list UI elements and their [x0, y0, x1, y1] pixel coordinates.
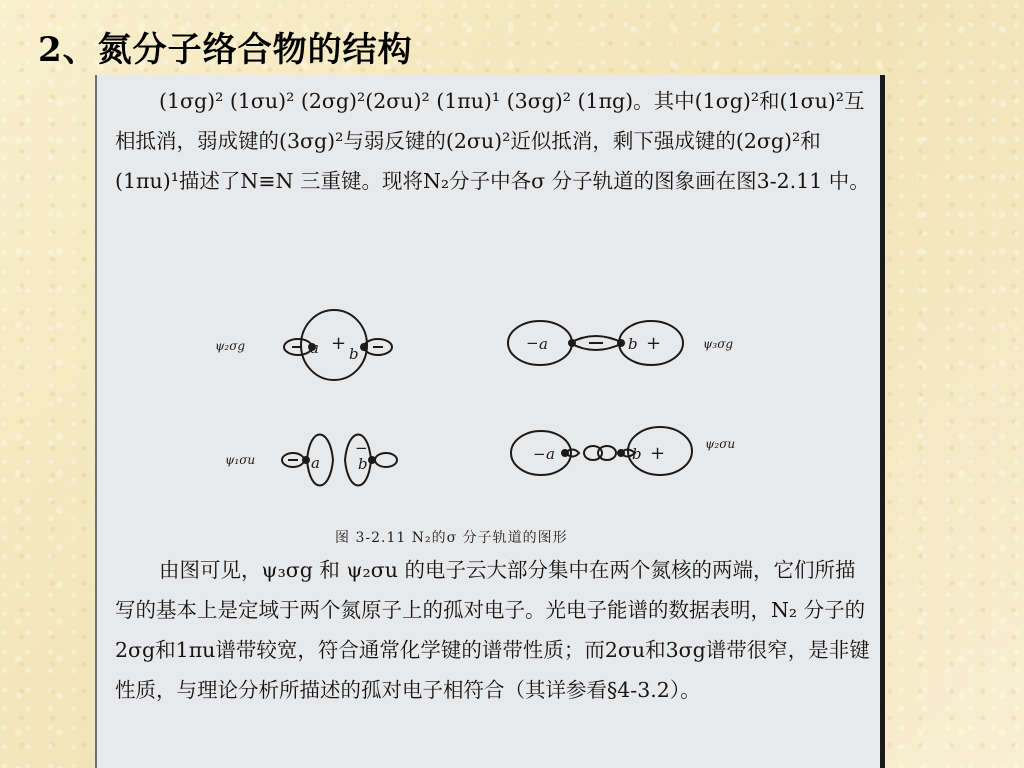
- orbital-1su: [282, 434, 397, 485]
- atom-a-label: a: [546, 445, 555, 463]
- sign-plus: +: [331, 333, 347, 354]
- paragraph-analysis: 由图可见，ψ₃σg 和 ψ₂σu 的电子云大部分集中在两个氮核的两端，它们所描写的基本上是定域于两个氮原子上的孤对电子。光电子能谱的数据表明，N₂ 分子的2σg和1πu谱带较宽，符合通常化学键的谱带性质；而2σu和3σg谱带很窄，是非键性质，与理论分析所描述的孤对电子相符合（其详参看§4-3.2）。: [115, 558, 870, 702]
- sign-minus: −: [526, 334, 539, 352]
- psi-2su-label: ψ₂σu: [705, 437, 736, 451]
- atom-a-label: a: [539, 335, 548, 353]
- atom-a-label: a: [311, 454, 320, 472]
- atom-b-label: b: [632, 445, 642, 463]
- slide-title: 2、氮分子络合物的结构: [38, 30, 413, 70]
- psi-3sg-label: ψ₃σg: [703, 337, 734, 351]
- paragraph-intro: (1σg)² (1σu)² (2σg)²(2σu)² (1πu)¹ (3σg)² (1πg)。其中(1σg)²和(1σu)²互相抵消，弱成键的(3σg)²与弱反键的(2σu)²近似抵消，剩下强成键的(2σg)²和(1πu)¹描述了N≡N 三重键。现将N₂分子中各σ 分子轨道的图象画在图3-2.11 中。: [115, 89, 870, 193]
- scanned-page: [95, 75, 885, 768]
- psi-1su-label: ψ₁σu: [225, 453, 256, 467]
- figure-caption: 图 3-2.11 N₂的σ 分子轨道的图形: [335, 530, 568, 546]
- atom-b-label: b: [349, 345, 359, 363]
- atom-a-label: a: [310, 339, 319, 357]
- sign-plus: +: [650, 443, 666, 464]
- atom-b-label: b: [358, 455, 368, 473]
- sign-plus: +: [646, 333, 662, 354]
- atom-b-label: b: [628, 335, 638, 353]
- sign-minus: −: [355, 439, 368, 457]
- psi-2sg-label: ψ₂σg: [215, 339, 246, 353]
- sign-minus: −: [533, 445, 546, 463]
